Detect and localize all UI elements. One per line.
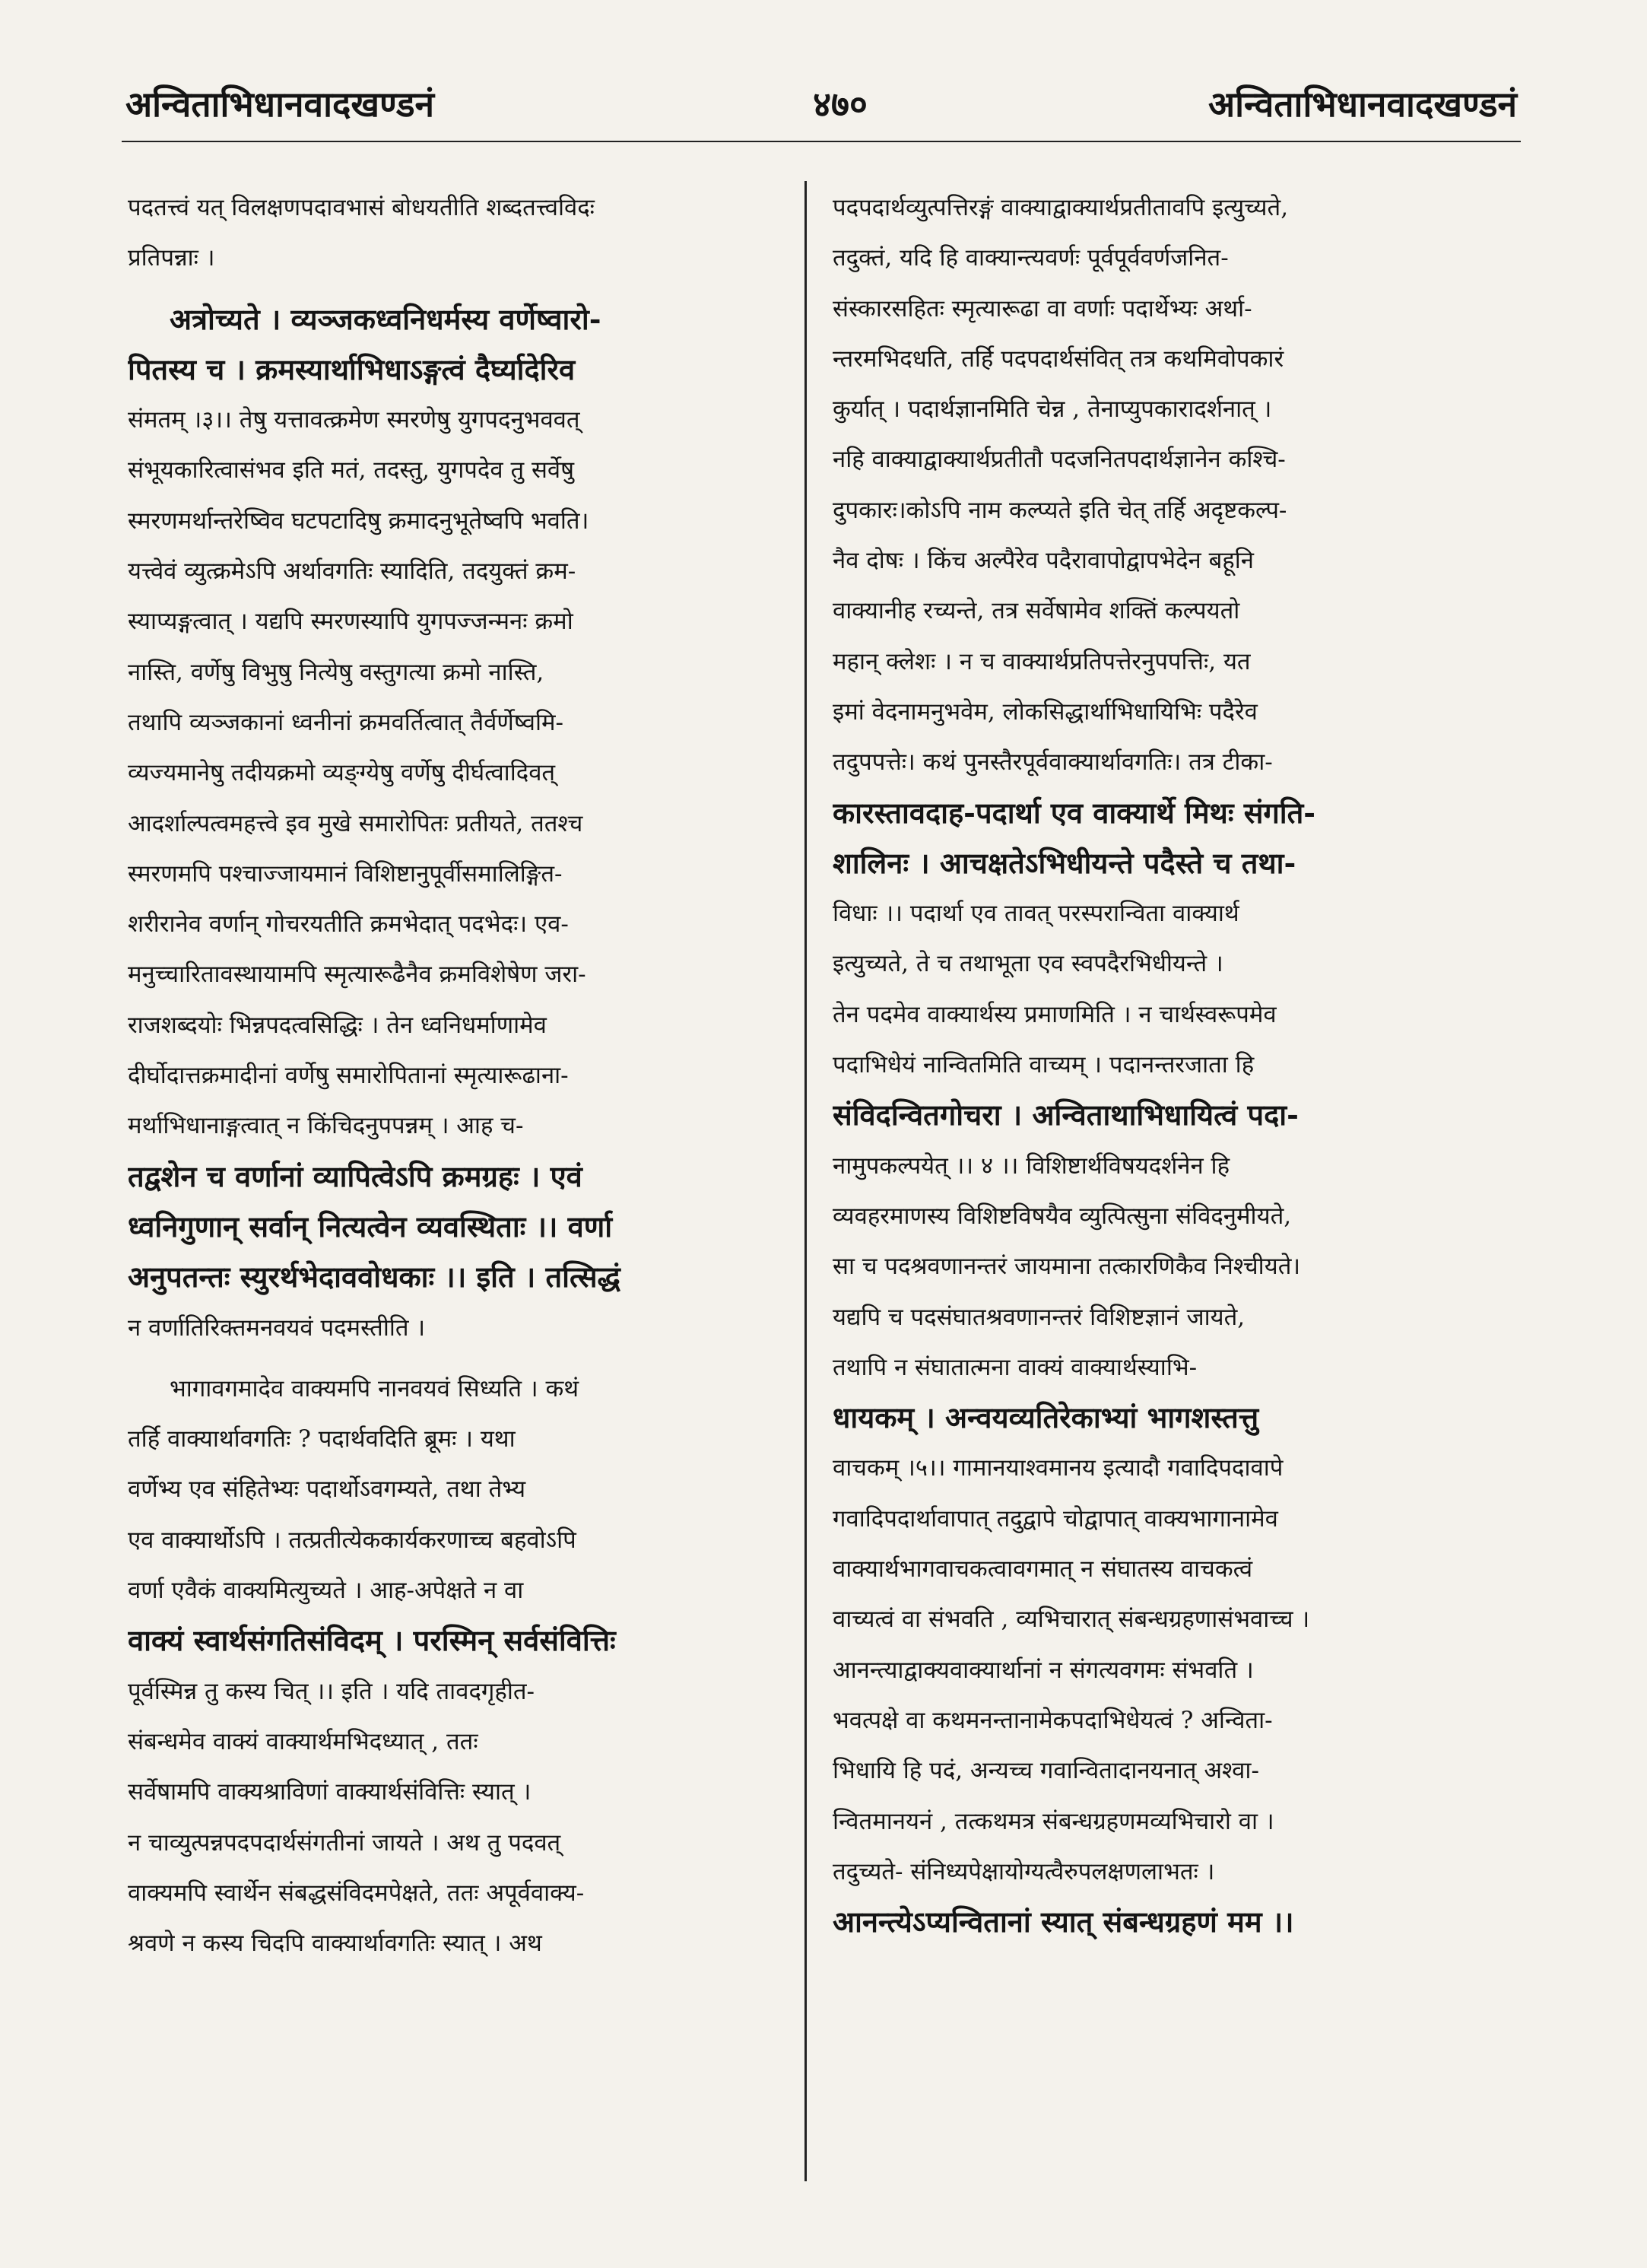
- text-line: पूर्वस्मिन्न तु कस्य चित् ।। इति । यदि तावदगृहीत-: [128, 1677, 535, 1705]
- text-line: नास्ति, वर्णेषु विभुषु नित्येषु वस्तुगत्या क्रमो नास्ति,: [128, 658, 544, 686]
- text-line: वाच्यत्वं वा संभवति , व्यभिचारात् संबन्धग्रहणासंभवाच्च ।: [833, 1606, 1310, 1634]
- text-line: तथापि न संघातात्मना वाक्यं वाक्यार्थस्याभि-: [833, 1353, 1198, 1381]
- left-column: [128, 183, 783, 2190]
- text-line: धायकम् । अन्वयव्यतिरेकाभ्यां भागशस्तत्तु: [833, 1400, 1259, 1435]
- text-line: तद्वशेन च वर्णानां व्यापित्वेऽपि क्रमग्रहः । एवं: [128, 1158, 582, 1193]
- text-line: पदतत्त्वं यत् विलक्षणपदावभासं बोधयतीति शब्दतत्त्वविदः: [128, 194, 595, 221]
- text-line: भवत्पक्षे वा कथमनन्तानामेकपदाभिधेयत्वं ? अन्विता-: [833, 1706, 1273, 1734]
- text-line: न्तरमभिदधति, तर्हि पदपदार्थसंवित् तत्र कथमिवोपकारं: [833, 345, 1284, 373]
- text-line: संस्कारसहितः स्मृत्यारूढा वा वर्णाः पदार्थेभ्यः अर्था-: [833, 294, 1252, 322]
- text-line: स्मरणमर्थान्तरेष्विव घटपटादिषु क्रमादनुभूतेष्वपि भवति।: [128, 507, 589, 535]
- text-line: दीर्घोदात्तक्रमादीनां वर्णेषु समारोपितानां स्मृत्यारूढाना-: [128, 1062, 569, 1090]
- text-line: भिधायि हि पदं, अन्यच्च गवान्वितादानयनात् अश्वा-: [833, 1757, 1259, 1785]
- text-line: तथापि व्यञ्जकानां ध्वनीनां क्रमवर्तित्वात् तैर्वर्णेष्वमि-: [128, 708, 564, 736]
- text-line: यद्यपि च पदसंघातश्रवणानन्तरं विशिष्टज्ञानं जायते,: [833, 1303, 1246, 1331]
- text-line: व्यवहरमाणस्य विशिष्टविषयैव व्युत्पित्सुना संविदनुमीयते,: [833, 1202, 1292, 1230]
- text-line: मनुच्चारितावस्थायामपि स्मृत्यारूढैनैव क्रमविशेषेण जरा-: [128, 961, 586, 989]
- page-number: ४७०: [813, 84, 868, 125]
- text-line: संभूयकारित्वासंभव इति मतं, तदस्तु, युगपदेव तु सर्वेषु: [128, 456, 575, 484]
- running-title-right: अन्विताभिधानवादखण्डनं: [1207, 84, 1517, 125]
- text-line: व्यज्यमानेषु तदीयक्रमो व्यङ्ग्येषु वर्णेषु दीर्घत्वादिवत्: [128, 759, 556, 787]
- text-line: राजशब्दयोः भिन्नपदत्वसिद्धिः । तेन ध्वनिधर्माणामेव: [128, 1011, 547, 1039]
- text-line: आनन्त्येऽप्यन्वितानां स्यात् संबन्धग्रहणं मम ।।: [833, 1904, 1294, 1939]
- text-line: पितस्य च । क्रमस्यार्थाभिधाऽङ्गत्वं दैर्घ्यादेरिव: [128, 351, 576, 386]
- text-line: शालिनः । आचक्षतेऽभिधीयन्ते पदैस्ते च तथा-: [833, 845, 1296, 880]
- text-line: आनन्त्याद्वाक्यवाक्यार्थानां न संगत्यवगमः संभवति ।: [833, 1656, 1254, 1684]
- text-line: सर्वेषामपि वाक्यश्राविणां वाक्यार्थसंवित्तिः स्यात् ।: [128, 1778, 532, 1806]
- column-divider: [804, 181, 807, 2181]
- text-line: संविदन्वितगोचरा । अन्विताथाभिधायित्वं पदा-: [833, 1097, 1299, 1132]
- text-line: वाक्यमपि स्वार्थेन संबद्धसंविदमपेक्षते, ततः अपूर्ववाक्य-: [128, 1879, 585, 1907]
- text-line: एव वाक्यार्थोऽपि । तत्प्रतीत्येककार्यकरणाच्च बहवोऽपि: [128, 1526, 576, 1554]
- text-line: दुपकारः।कोऽपि नाम कल्प्यते इति चेत् तर्हि अदृष्टकल्प-: [833, 496, 1287, 524]
- paragraph-gap: [128, 284, 783, 294]
- header-rule: [122, 141, 1521, 142]
- text-line: अत्रोच्यते । व्यञ्जकध्वनिधर्मस्य वर्णेष्वारो-: [170, 301, 601, 336]
- text-line: वाक्यार्थभागवाचकत्वावगमात् न संघातस्य वाचकत्वं: [833, 1555, 1253, 1583]
- text-line: अनुपतन्तः स्युरर्थभेदाववोधकाः ।। इति । तत्सिद्धं: [128, 1259, 620, 1294]
- text-line: नामुपकल्पयेत् ।। ४ ।। विशिष्टार्थविषयदर्शनेन हि: [833, 1151, 1230, 1180]
- text-line: पदपदार्थव्युत्पत्तिरङ्गं वाक्याद्वाक्यार्थप्रतीतावपि इत्युच्यते,: [833, 194, 1289, 221]
- text-line: मर्थाभिधानाङ्गत्वात् न किंचिदनुपपन्नम् । आह च-: [128, 1112, 524, 1140]
- text-line: तदुच्यते- संनिध्यपेक्षायोग्यत्वैरुपलक्षणलाभतः ।: [833, 1857, 1215, 1885]
- text-line: इमां वेदनामनुभवेम, लोकसिद्धार्थाभिधायिभिः पदैरेव: [833, 697, 1258, 726]
- text-line: पदाभिधेयं नान्वितमिति वाच्यम् । पदानन्तरजाता हि: [833, 1051, 1255, 1079]
- text-line: वाक्यं स्वार्थसंगतिसंविदम् । परस्मिन् सर्वसंवित्तिः: [128, 1623, 616, 1658]
- running-title-left: अन्विताभिधानवादखण्डनं: [125, 84, 435, 125]
- text-line: शरीरानेव वर्णान् गोचरयतीति क्रमभेदात् पदभेदः। एव-: [128, 910, 569, 939]
- page-header: [125, 72, 1517, 141]
- text-line: स्मरणमपि पश्चाज्जायमानं विशिष्टानुपूर्वीसमालिङ्गित-: [128, 859, 563, 888]
- text-line: गवादिपदार्थावापात् तदुद्वापे चोद्वापात् वाक्यभागानामेव: [833, 1504, 1278, 1533]
- text-line: विधाः ।। पदार्था एव तावत् परस्परान्विता वाक्यार्थ: [833, 900, 1239, 928]
- text-line: संमतम् ।३।। तेषु यत्तावत्क्रमेण स्मरणेषु युगपदनुभववत्: [128, 406, 580, 434]
- text-line: न वर्णातिरिक्तमनवयवं पदमस्तीति ।: [128, 1313, 426, 1342]
- text-line: कारस्तावदाह-पदार्था एव वाक्यार्थे मिथः संगति-: [833, 795, 1316, 830]
- text-line: भागावगमादेव वाक्यमपि नानवयवं सिध्यति । कथं: [170, 1374, 579, 1402]
- text-line: तर्हि वाक्यार्थावगतिः ? पदार्थवदिति ब्रूमः । यथा: [128, 1425, 516, 1453]
- paragraph-gap: [128, 1353, 783, 1364]
- text-line: स्याप्यङ्गत्वात् । यद्यपि स्मरणस्यापि युगपज्जन्मनः क्रमो: [128, 608, 573, 636]
- text-line: वर्णेभ्य एव संहितेभ्यः पदार्थोऽवगम्यते, तथा तेभ्य: [128, 1475, 526, 1504]
- text-line: तदुक्तं, यदि हि वाक्यान्त्यवर्णः पूर्वपूर्ववर्णजनित-: [833, 244, 1229, 272]
- text-line: इत्युच्यते, ते च तथाभूता एव स्वपदैरभिधीयन्ते ।: [833, 950, 1223, 978]
- text-line: आदर्शाल्पत्वमहत्त्वे इव मुखे समारोपितः प्रतीयते, ततश्च: [128, 809, 583, 837]
- text-line: महान् क्लेशः । न च वाक्यार्थप्रतिपत्तेरनुपपत्तिः, यत: [833, 647, 1251, 675]
- text-line: संबन्धमेव वाक्यं वाक्यार्थमभिदध्यात् , ततः: [128, 1727, 478, 1755]
- text-line: नहि वाक्याद्वाक्यार्थप्रतीतौ पदजनितपदार्थज्ञानेन कश्चि-: [833, 446, 1286, 474]
- text-line: नैव दोषः । किंच अल्पैरेव पदैरावापोद्वापभेदेन बहूनि: [833, 547, 1255, 575]
- text-line: यत्त्वेवं व्युत्क्रमेऽपि अर्थावगतिः स्यादिति, तदयुक्तं क्रम-: [128, 557, 576, 586]
- text-line: तदुपपत्तेः। कथं पुनस्तैरपूर्ववाक्यार्थावगतिः। तत्र टीका-: [833, 748, 1273, 777]
- text-line: सा च पदश्रवणानन्तरं जायमाना तत्कारणिकैव निश्चीयते।: [833, 1253, 1301, 1281]
- text-line: श्रवणे न कस्य चिदपि वाक्यार्थावगतिः स्यात् । अथ: [128, 1930, 542, 1958]
- text-line: वाक्यानीह रच्यन्ते, तत्र सर्वेषामेव शक्तिं कल्पयतो: [833, 597, 1240, 625]
- text-line: कुर्यात् । पदार्थज्ञानमिति चेन्न , तेनाप्युपकारादर्शनात् ।: [833, 395, 1272, 424]
- text-line: ध्वनिगुणान् सर्वान् नित्यत्वेन व्यवस्थिताः ।। वर्णा: [128, 1209, 613, 1244]
- text-line: वर्णा एवैकं वाक्यमित्युच्यते । आह-अपेक्षते न वा: [128, 1577, 524, 1605]
- text-line: प्रतिपन्नाः ।: [128, 244, 215, 272]
- text-line: न्वितमानयनं , तत्कथमत्र संबन्धग्रहणमव्यभिचारो वा ।: [833, 1807, 1274, 1835]
- text-line: न चाव्युत्पन्नपदपदार्थसंगतीनां जायते । अथ तु पदवत्: [128, 1828, 561, 1857]
- right-column: [833, 183, 1513, 2190]
- text-line: वाचकम् ।५।। गामानयाश्वमानय इत्यादौ गवादिपदावापे: [833, 1454, 1284, 1482]
- text-line: तेन पदमेव वाक्यार्थस्य प्रमाणमिति । न चार्थस्वरूपमेव: [833, 1000, 1277, 1028]
